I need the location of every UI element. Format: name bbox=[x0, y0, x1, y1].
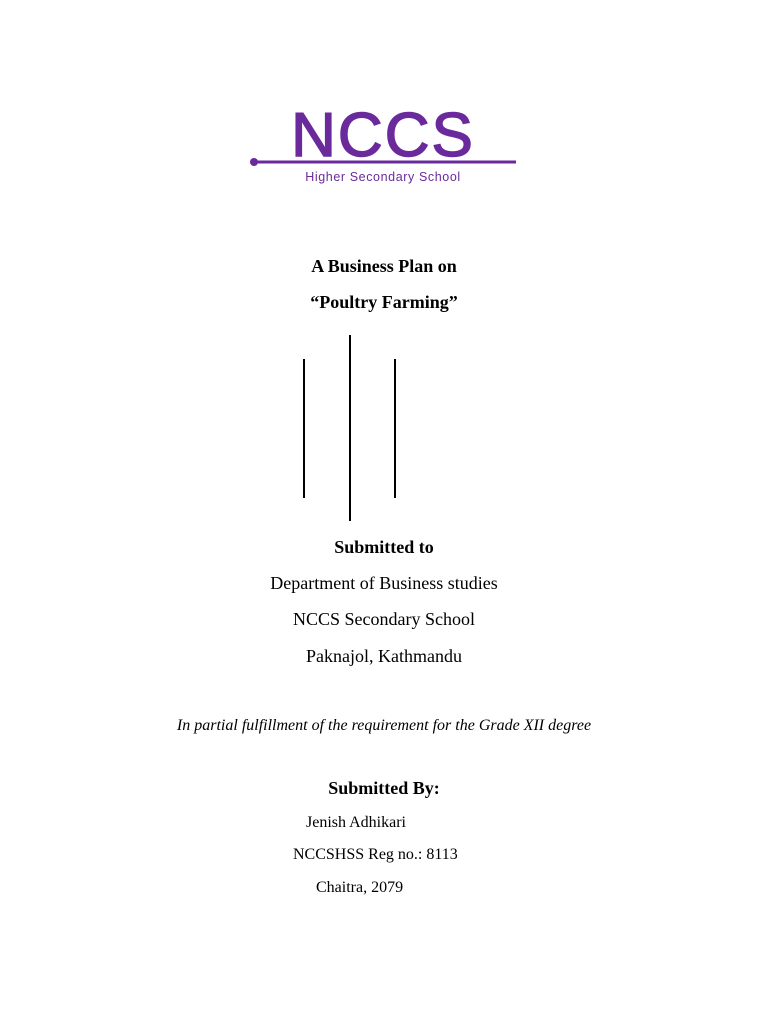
registration-number: NCCSHSS Reg no.: 8113 bbox=[293, 846, 458, 863]
decorative-line-right bbox=[394, 359, 396, 498]
decorative-line-left bbox=[303, 359, 305, 498]
title-line-2: “Poultry Farming” bbox=[310, 292, 458, 312]
department-line: Department of Business studies bbox=[270, 573, 498, 593]
school-logo bbox=[244, 106, 522, 186]
decorative-line-center bbox=[349, 335, 351, 521]
fulfillment-statement: In partial fulfillment of the requirement for the Grade XII degree bbox=[176, 717, 592, 734]
logo-subtitle: Higher Secondary School bbox=[305, 170, 461, 184]
title-line-1: A Business Plan on bbox=[311, 256, 457, 276]
submitted-by-heading: Submitted By: bbox=[328, 778, 440, 798]
school-line: NCCS Secondary School bbox=[293, 609, 475, 629]
location-line: Paknajol, Kathmandu bbox=[306, 646, 462, 666]
submission-date: Chaitra, 2079 bbox=[316, 879, 404, 896]
submitted-to-heading: Submitted to bbox=[334, 537, 434, 557]
nccs-logo-graphic bbox=[244, 106, 522, 186]
student-name: Jenish Adhikari bbox=[306, 814, 406, 831]
logo-wordmark: NCCS bbox=[291, 106, 475, 170]
